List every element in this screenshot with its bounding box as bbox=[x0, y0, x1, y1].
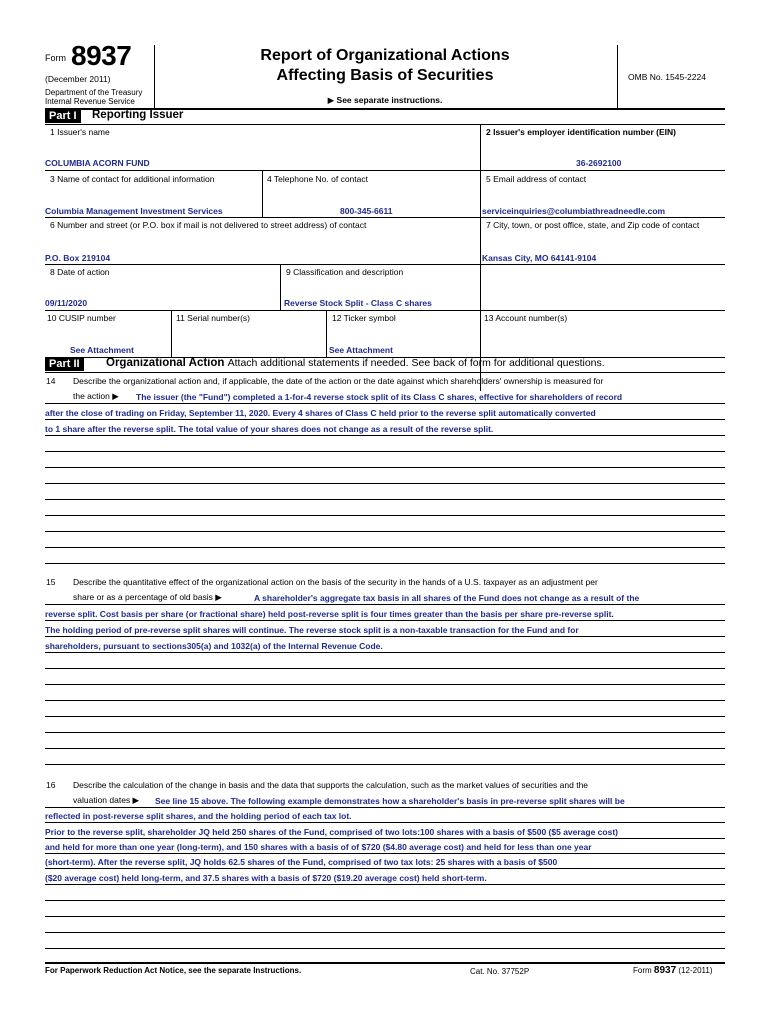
footer-form-number: 8937 bbox=[653, 965, 677, 976]
form-title-line-2: Affecting Basis of Securities bbox=[276, 67, 494, 84]
footer-rule bbox=[45, 962, 725, 964]
answer-rule bbox=[45, 748, 725, 749]
field-13-label: 13 Account number(s) bbox=[484, 313, 568, 323]
field-2-label: 2 Issuer's employer identification number (EIN) bbox=[486, 127, 677, 137]
answer-rule bbox=[45, 853, 725, 854]
q14-answer-line-3[interactable]: to 1 share after the reverse split. The total value of your shares does not change as a result of the reverse split. bbox=[45, 424, 494, 434]
answer-rule bbox=[45, 668, 725, 669]
department-line-1: Department of the Treasury bbox=[45, 88, 143, 97]
answer-rule bbox=[45, 916, 725, 917]
q14-text-line-1: Describe the organizational action and, if applicable, the date of the action or the date against which shareholders' ownership is measured for bbox=[73, 376, 604, 386]
answer-rule bbox=[45, 900, 725, 901]
form-number: 8937 bbox=[71, 40, 132, 71]
department-line-2: Internal Revenue Service bbox=[45, 97, 135, 106]
telephone-value[interactable]: 800-345-6611 bbox=[340, 206, 393, 216]
answer-rule bbox=[45, 620, 725, 621]
classification-value[interactable]: Reverse Stock Split - Class C shares bbox=[284, 298, 432, 308]
field-3-label: 3 Name of contact for additional information bbox=[50, 174, 215, 184]
header-divider-right bbox=[617, 45, 618, 108]
answer-rule bbox=[45, 884, 725, 885]
part-1-badge: Part I bbox=[45, 110, 81, 123]
q14-answer-line-2[interactable]: after the close of trading on Friday, September 11, 2020. Every 4 shares of Class C held prior to the reverse split automatically converted bbox=[45, 408, 596, 418]
see-instructions: ▶ See separate instructions. bbox=[327, 95, 443, 105]
field-7-label: 7 City, town, or post office, state, and Zip code of contact bbox=[486, 220, 700, 230]
answer-rule bbox=[45, 435, 725, 436]
date-of-action-value[interactable]: 09/11/2020 bbox=[45, 298, 88, 308]
answer-rule bbox=[45, 636, 725, 637]
row-rule-1 bbox=[45, 170, 725, 171]
part-1-title: Reporting Issuer bbox=[92, 109, 184, 121]
header-divider-left bbox=[154, 45, 155, 108]
answer-rule bbox=[45, 531, 725, 532]
field-9-label: 9 Classification and description bbox=[286, 267, 404, 277]
part-2-title: Organizational Action bbox=[106, 357, 225, 369]
footer-form-label: Form bbox=[633, 966, 652, 975]
answer-rule bbox=[45, 716, 725, 717]
field-10-label: 10 CUSIP number bbox=[47, 313, 116, 323]
answer-rule bbox=[45, 838, 725, 839]
contact-name-value[interactable]: Columbia Management Investment Services bbox=[45, 206, 223, 216]
ticker-value[interactable]: See Attachment bbox=[329, 345, 393, 355]
q15-answer-line-3[interactable]: The holding period of pre-reverse split shares will continue. The reverse stock split is a non-taxable transaction for the Fund and for bbox=[45, 625, 579, 635]
answer-rule bbox=[45, 948, 725, 949]
col-divider-3-4 bbox=[262, 170, 263, 217]
q16-number: 16 bbox=[46, 780, 56, 790]
form-title-line-1: Report of Organizational Actions bbox=[260, 47, 510, 64]
answer-rule bbox=[45, 515, 725, 516]
answer-rule bbox=[45, 807, 725, 808]
col-divider-10-11 bbox=[171, 310, 172, 357]
q16-answer-line-5[interactable]: (short-term). After the reverse split, JQ holds 62.5 shares of the Fund, comprised of two tax lots: 25 shares with a basis of $500 bbox=[45, 857, 558, 867]
q15-text-line-1: Describe the quantitative effect of the organizational action on the basis of the security in the hands of a U.S. taxpayer as an adjustment per bbox=[73, 577, 598, 587]
answer-rule bbox=[45, 684, 725, 685]
row-rule-4 bbox=[45, 310, 725, 311]
email-value[interactable]: serviceinquiries@columbiathreadneedle.com bbox=[482, 206, 666, 216]
form-label: Form bbox=[45, 53, 66, 63]
answer-rule bbox=[45, 563, 725, 564]
omb-number: OMB No. 1545-2224 bbox=[628, 72, 706, 82]
q14-text-line-2: the action ▶ bbox=[73, 391, 119, 401]
catalog-number: Cat. No. 37752P bbox=[470, 967, 530, 976]
q16-answer-line-2[interactable]: reflected in post-reverse split shares, and the holding period of each tax lot. bbox=[45, 811, 352, 821]
paperwork-notice: For Paperwork Reduction Act Notice, see the separate Instructions. bbox=[45, 966, 302, 975]
footer-form-id bbox=[633, 965, 712, 976]
q16-answer-line-4[interactable]: and held for more than one year (long-term), and 150 shares with a basis of of $720 ($4.80 average cost) and held for less than one year bbox=[45, 842, 592, 852]
field-8-label: 8 Date of action bbox=[50, 267, 110, 277]
col-divider-right bbox=[480, 124, 481, 391]
answer-rule bbox=[45, 403, 725, 404]
field-6-label: 6 Number and street (or P.O. box if mail is not delivered to street address) of contact bbox=[50, 220, 367, 230]
cusip-value[interactable]: See Attachment bbox=[70, 345, 134, 355]
q15-answer-line-4[interactable]: shareholders, pursuant to sections305(a) and 1032(a) of the Internal Revenue Code. bbox=[45, 641, 383, 651]
issuer-name-value[interactable]: COLUMBIA ACORN FUND bbox=[45, 158, 150, 168]
answer-rule bbox=[45, 932, 725, 933]
answer-rule bbox=[45, 451, 725, 452]
answer-rule bbox=[45, 764, 725, 765]
answer-rule bbox=[45, 483, 725, 484]
field-11-label: 11 Serial number(s) bbox=[176, 313, 251, 323]
footer-form-revision: (12-2011) bbox=[678, 966, 713, 975]
row-rule-2 bbox=[45, 217, 725, 218]
answer-rule bbox=[45, 868, 725, 869]
field-1-label: 1 Issuer's name bbox=[50, 127, 110, 137]
col-divider-11-12 bbox=[326, 310, 327, 357]
q14-number: 14 bbox=[46, 376, 56, 386]
city-value[interactable]: Kansas City, MO 64141-9104 bbox=[482, 253, 597, 263]
answer-rule bbox=[45, 822, 725, 823]
field-4-label: 4 Telephone No. of contact bbox=[267, 174, 368, 184]
q16-answer-line-1[interactable]: See line 15 above. The following example demonstrates how a shareholder's basis in pre-reverse split shares will be bbox=[155, 796, 625, 806]
q15-text-line-2: share or as a percentage of old basis ▶ bbox=[73, 592, 222, 602]
answer-rule bbox=[45, 652, 725, 653]
part-1-title-rule bbox=[45, 124, 725, 125]
q15-number: 15 bbox=[46, 577, 56, 587]
street-value[interactable]: P.O. Box 219104 bbox=[45, 253, 111, 263]
row-rule-3 bbox=[45, 264, 725, 265]
field-12-label: 12 Ticker symbol bbox=[332, 313, 396, 323]
answer-rule bbox=[45, 419, 725, 420]
q16-answer-line-6[interactable]: ($20 average cost) held long-term, and 37.5 shares with a basis of $720 ($19.20 average cost) held short-term. bbox=[45, 873, 487, 883]
col-divider-8-9 bbox=[280, 264, 281, 311]
answer-rule bbox=[45, 604, 725, 605]
part-2-heading bbox=[106, 357, 605, 369]
answer-rule bbox=[45, 547, 725, 548]
q16-text-line-1: Describe the calculation of the change in basis and the data that supports the calculation, such as the market values of securities and the bbox=[73, 780, 589, 790]
answer-rule bbox=[45, 467, 725, 468]
field-5-label: 5 Email address of contact bbox=[486, 174, 587, 184]
answer-rule bbox=[45, 732, 725, 733]
q16-text-line-2: valuation dates ▶ bbox=[73, 795, 140, 805]
q15-answer-line-2[interactable]: reverse split. Cost basis per share (or fractional share) held post-reverse split is four times greater than the basis per share pre-reverse split. bbox=[45, 609, 614, 619]
q14-answer-line-1[interactable]: The issuer (the "Fund") completed a 1-for-4 reverse stock split of its Class C shares, effective for shareholders of record bbox=[136, 392, 623, 402]
department bbox=[45, 88, 142, 106]
ein-value[interactable]: 36-2692100 bbox=[576, 158, 622, 168]
answer-rule bbox=[45, 700, 725, 701]
q15-answer-line-1[interactable]: A shareholder's aggregate tax basis in all shares of the Fund does not change as a result of the bbox=[254, 593, 640, 603]
part-2-title-rule bbox=[45, 372, 725, 373]
part-2-badge: Part II bbox=[45, 358, 84, 371]
form-revision: (December 2011) bbox=[45, 74, 111, 84]
answer-rule bbox=[45, 499, 725, 500]
q16-answer-line-3[interactable]: Prior to the reverse split, shareholder JQ held 250 shares of the Fund, comprised of two lots:100 shares with a basis of $500 ($5 average cost) bbox=[45, 827, 618, 837]
part-2-subtitle: Attach additional statements if needed. See back of form for additional questions. bbox=[227, 357, 605, 369]
